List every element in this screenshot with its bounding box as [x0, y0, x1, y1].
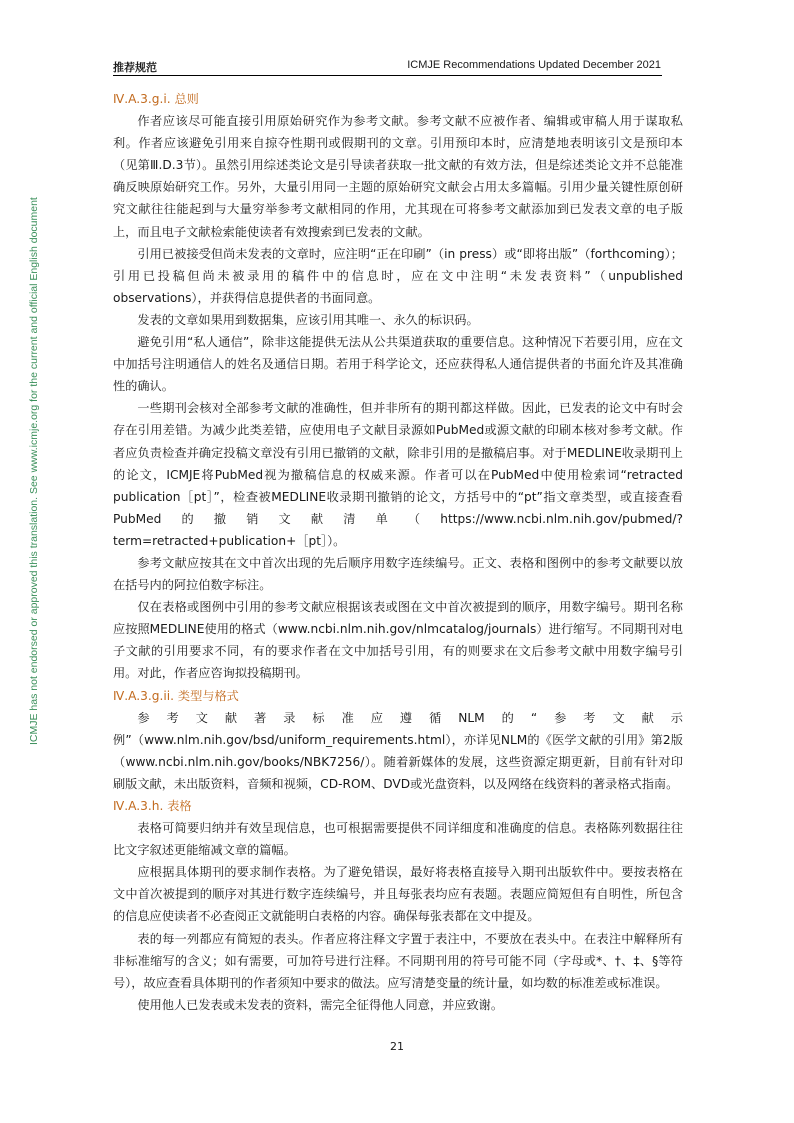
paragraph: 发表的文章如果用到数据集，应该引用其唯一、永久的标识码。	[137, 312, 479, 327]
page-number: 21	[390, 1040, 404, 1053]
paragraph: 作者应该尽可能直接引用原始研究作为参考文献。参考文献不应被作者、编辑或审稿人用于谋取私利。作者应该避免引用来自掠夺性期刊或假期刊的文章。引用预印本时，应清楚地表明该引文是预印本（见第Ⅲ.D.3节）。虽然引用综述类论文是引导读者获取一批文献的有效方法，但是综述类论文并不总能准确反映原始研究工作。另外，大量引用同一主题的原始研究文献会占用太多篇幅。引用少量关键性原创研究文献往往能起到与大量穷举参考文献相同的作用，尤其现在可将参考文献添加到已发表文章的电子版上，而且电子文献检索能使读者有效搜索到已发表的文献。	[113, 114, 683, 239]
paragraph: 一些期刊会核对全部参考文献的准确性，但并非所有的期刊都这样做。因此，已发表的论文中有时会存在引用差错。为减少此类差错，应使用电子文献目录源如PubMed或源文献的印刷本核对参考文献。作者应负责检查并确定投稿文章没有引用已撤销的文献，除非引用的是撤稿启事。对于MEDLINE收录期刊上的论文，ICMJE将PubMed视为撤稿信息的权威来源。作者可以在PubMed中使用检索词“retracted publication［pt］”，检查被MEDLINE收录期刊撤销的论文，方括号中的“pt”指文章类型，或直接查看PubMed的撤销文献清单（https://www.ncbi.nlm.nih.gov/pubmed/?term=retracted+publication+［pt］）。	[113, 401, 683, 548]
section-heading-types-format: Ⅳ.A.3.g.ii. 类型与格式	[113, 688, 239, 703]
running-header-right: ICMJE Recommendations Updated December 2021	[407, 59, 661, 71]
section-heading-general: Ⅳ.A.3.g.i. 总则	[113, 92, 199, 106]
paragraph: 参考文献著录标准应遵循NLM的“参考文献示例”（www.nlm.nih.gov/bsd/uniform_requirements.html），亦详见NLM的《医学文献的引用》第2版（www.ncbi.nlm.nih.gov/books/NBK7256/）。随着新媒体的发展，这些资源定期更新，目前有针对印刷版文献，未出版资料，音频和视频，CD-ROM、DVD或光盘资料，以及网络在线资料的著录格式指南。	[113, 710, 683, 791]
section-heading-tables: Ⅳ.A.3.h. 表格	[113, 799, 192, 813]
paragraph: 仅在表格或图例中引用的参考文献应根据该表或图在文中首次被提到的顺序，用数字编号。期刊名称应按照MEDLINE使用的格式（www.ncbi.nlm.nih.gov/nlmcatalog/journals）进行缩写。不同期刊对电子文献的引用要求不同，有的要求作者在文中加括号引用，有的则要求在文后参考文献中用数字编号引用。对此，作者应咨询拟投稿期刊。	[113, 600, 683, 681]
paragraph: 引用已被接受但尚未发表的文章时，应注明“正在印刷”（in press）或“即将出版”（forthcoming）；引用已投稿但尚未被录用的稿件中的信息时，应在文中注明“未发表资料”（unpublished observations），并获得信息提供者的书面同意。	[113, 246, 683, 305]
header-divider	[113, 75, 662, 76]
paragraph: 应根据具体期刊的要求制作表格。为了避免错误，最好将表格直接导入期刊出版软件中。要按表格在文中首次被提到的顺序对其进行数字连续编号，并且每张表均应有表题。表题应简短但有自明性，所包含的信息应使读者不必查阅正文就能明白表格的内容。确保每张表都在文中提及。	[113, 865, 683, 924]
running-header-left: 推荐规范	[113, 61, 157, 74]
paragraph: 避免引用“私人通信”，除非这能提供无法从公共渠道获取的重要信息。这种情况下若要引用，应在文中加括号注明通信人的姓名及通信日期。若用于科学论文，还应获得私人通信提供者的书面允许及其准确性的确认。	[113, 335, 683, 394]
paragraph: 表格可简要归纳并有效呈现信息，也可根据需要提供不同详细度和准确度的信息。表格陈列数据往往比文字叙述更能缩减文章的篇幅。	[113, 821, 683, 858]
translation-disclaimer: ICMJE has not endorsed or approved this translation. See www.icmje.org for the current and official English document	[28, 197, 40, 745]
paragraph: 使用他人已发表或未发表的资料，需完全征得他人同意，并应致谢。	[137, 997, 504, 1012]
paragraph: 参考文献应按其在文中首次出现的先后顺序用数字连续编号。正文、表格和图例中的参考文献要以放在括号内的阿拉伯数字标注。	[113, 555, 683, 593]
page-body	[113, 88, 683, 1016]
paragraph: 表的每一列都应有简短的表头。作者应将注释文字置于表注中，不要放在表头中。在表注中解释所有非标准缩写的含义；如有需要，可加符号进行注释。不同期刊用的符号可能不同（字母或*、†、‡、§等符号），故应查看具体期刊的作者须知中要求的做法。应写清楚变量的统计量，如均数的标准差或标准误。	[113, 931, 683, 990]
